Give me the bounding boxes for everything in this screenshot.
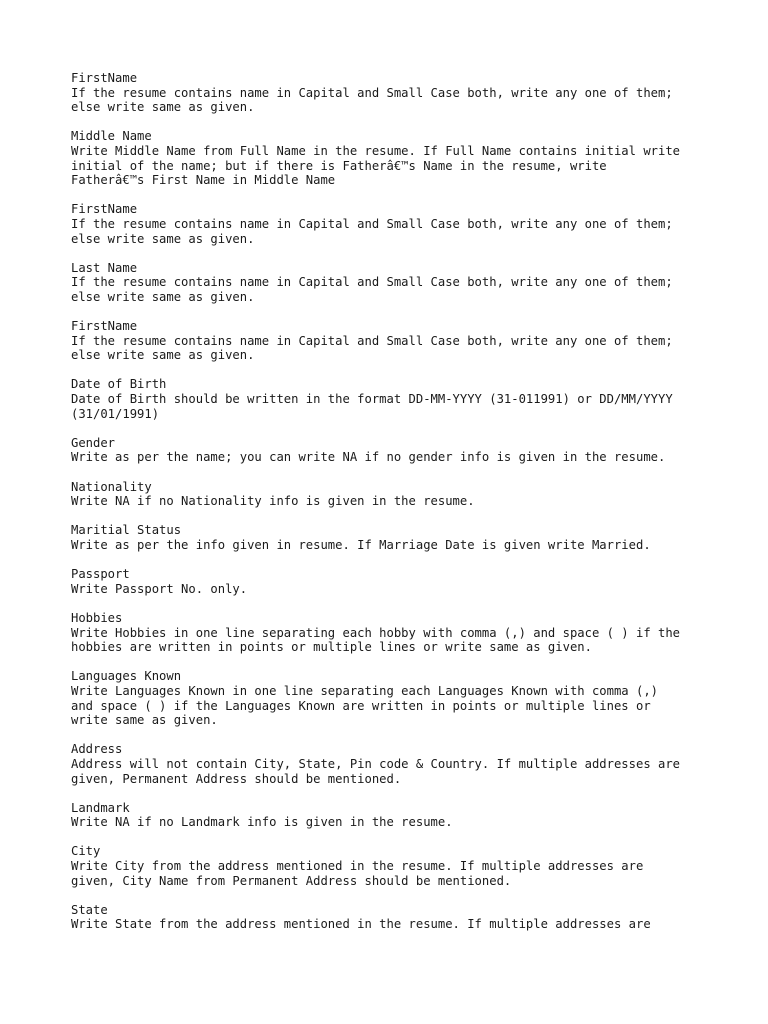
field-instruction-line: Write State from the address mentioned in the resume. If multiple addresses are bbox=[71, 917, 651, 932]
field-instruction-line: If the resume contains name in Capital and Small Case both, write any one of them; bbox=[71, 216, 673, 231]
field-instruction-line: If the resume contains name in Capital and Small Case both, write any one of them; bbox=[71, 85, 673, 100]
field-instruction-line: If the resume contains name in Capital and Small Case both, write any one of them; bbox=[71, 275, 673, 290]
field-entry bbox=[71, 844, 731, 888]
field-title: FirstName bbox=[71, 71, 138, 85]
field-instruction-line: (31/01/1991) bbox=[71, 406, 160, 421]
field-title: Passport bbox=[71, 567, 130, 582]
field-instruction-line: Write as per the info given in resume. If Marriage Date is given write Married. bbox=[71, 538, 651, 552]
field-entry bbox=[71, 377, 731, 421]
field-instruction-line: Write NA if no Nationality info is given in the resume. bbox=[71, 494, 475, 509]
field-title: Landmark bbox=[71, 800, 130, 815]
field-instruction-line: initial of the name; but if there is Fatherâ€™s Name in the resume, write bbox=[71, 158, 607, 173]
field-title: Gender bbox=[71, 435, 116, 450]
document-page bbox=[71, 71, 731, 947]
field-title: FirstName bbox=[71, 202, 138, 217]
field-entry bbox=[71, 523, 731, 552]
field-instruction-line: Write as per the name; you can write NA if no gender info is given in the resume. bbox=[71, 450, 666, 465]
field-instruction-line: given, Permanent Address should be mentioned. bbox=[71, 771, 402, 786]
field-entry bbox=[71, 71, 731, 115]
field-instruction-line: else write same as given. bbox=[71, 231, 255, 246]
field-instruction-line: Address will not contain City, State, Pin code & Country. If multiple addresses are bbox=[71, 756, 681, 771]
field-entry bbox=[71, 567, 731, 596]
field-instruction-line: Write Passport No. only. bbox=[71, 581, 248, 596]
field-instruction-line: Write Hobbies in one line separating each hobby with comma (,) and space ( ) if the bbox=[71, 625, 681, 640]
field-title: Date of Birth bbox=[71, 377, 167, 392]
field-title: Address bbox=[71, 742, 123, 757]
field-instruction-line: Write City from the address mentioned in the resume. If multiple addresses are bbox=[71, 859, 644, 874]
field-instruction-line: If the resume contains name in Capital and Small Case both, write any one of them; bbox=[71, 333, 673, 348]
field-title: Middle Name bbox=[71, 129, 152, 144]
field-entry bbox=[71, 261, 731, 305]
field-entry bbox=[71, 436, 731, 465]
field-entry bbox=[71, 742, 731, 786]
field-instruction-line: write same as given. bbox=[71, 713, 218, 728]
field-title: Hobbies bbox=[71, 610, 123, 625]
field-entry bbox=[71, 611, 731, 655]
field-title: Last Name bbox=[71, 260, 138, 275]
field-entry bbox=[71, 202, 731, 246]
field-instruction-line: Fatherâ€™s First Name in Middle Name bbox=[71, 173, 336, 188]
field-title: FirstName bbox=[71, 319, 138, 334]
field-title: State bbox=[71, 902, 108, 917]
field-entry bbox=[71, 903, 731, 932]
field-title: Maritial Status bbox=[71, 523, 182, 538]
field-title: Nationality bbox=[71, 479, 152, 494]
field-instruction-line: Write NA if no Landmark info is given in the resume. bbox=[71, 815, 453, 830]
field-title: City bbox=[71, 844, 101, 859]
field-title: Languages Known bbox=[71, 669, 182, 684]
field-instruction-line: given, City Name from Permanent Address should be mentioned. bbox=[71, 873, 512, 888]
field-instruction-line: Date of Birth should be written in the format DD-MM-YYYY (31-011991) or DD/MM/YYYY bbox=[71, 392, 673, 407]
field-instruction-line: else write same as given. bbox=[71, 348, 255, 363]
field-instruction-line: Write Middle Name from Full Name in the resume. If Full Name contains initial write bbox=[71, 143, 681, 158]
field-instruction-line: else write same as given. bbox=[71, 100, 255, 115]
field-instruction-line: and space ( ) if the Languages Known are written in points or multiple lines or bbox=[71, 698, 651, 713]
field-instruction-line: hobbies are written in points or multiple lines or write same as given. bbox=[71, 640, 592, 655]
field-instruction-line: Write Languages Known in one line separating each Languages Known with comma (,) bbox=[71, 683, 658, 698]
field-entry bbox=[71, 669, 731, 727]
field-entry bbox=[71, 480, 731, 509]
field-entry bbox=[71, 129, 731, 187]
field-entry bbox=[71, 801, 731, 830]
field-entry bbox=[71, 319, 731, 363]
field-instruction-line: else write same as given. bbox=[71, 289, 255, 304]
